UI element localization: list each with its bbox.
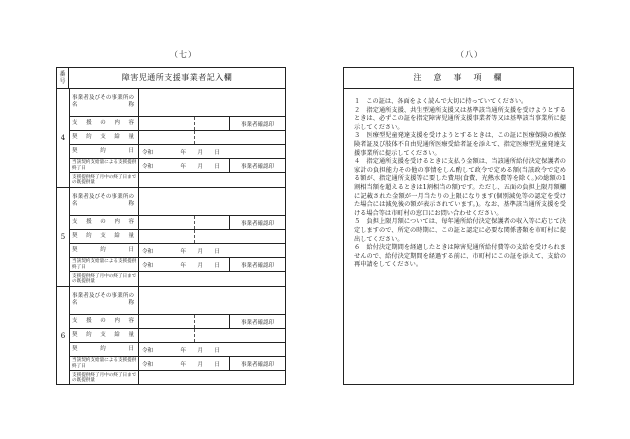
date-field[interactable] xyxy=(142,357,220,370)
field-label: 支援提供終了月中の終了日までの既提供量 xyxy=(69,272,139,286)
field-value[interactable] xyxy=(139,230,285,243)
row-content xyxy=(69,117,285,131)
date-year: 年 xyxy=(180,149,186,156)
field-label: 契約支給量 xyxy=(69,230,139,243)
entry-number: 6 xyxy=(57,286,70,385)
row-used-amount xyxy=(69,173,285,187)
field-value[interactable] xyxy=(139,117,285,130)
date-day: 日 xyxy=(214,347,220,354)
field-value[interactable] xyxy=(139,187,285,215)
date-era: 令和 xyxy=(142,248,154,255)
note-item: ４ 指定通所支援を受けるときに支払う金額は、当該通所給付決定保護者の家計の負担能力その他の事情をしん酌して政令で定める額(当該政令で定める額が、指定通所支援等に要した費用(食費、光熱水費等を除く。)の総額の1割相当額を超えるときは1割相当の額)です。ただし、五面の負担上限月額欄に記載された金額が一月当たりの上限になります(個別減免等の認定を受けた場合には減免後の額が表示されています。)。なお、基準該当通所支援を受ける場合等は市町村の窓口にお問い合わせください。 xyxy=(354,158,566,217)
dashed-divider xyxy=(194,131,195,144)
date-month: 月 xyxy=(197,347,203,354)
field-value[interactable] xyxy=(139,173,285,187)
date-era: 令和 xyxy=(142,163,154,170)
entry-block xyxy=(57,88,285,188)
field-value[interactable] xyxy=(139,244,285,257)
left-page-number: （七） xyxy=(170,50,197,59)
date-year: 年 xyxy=(180,347,186,354)
field-value[interactable] xyxy=(139,371,285,385)
entry-block xyxy=(57,286,285,385)
row-provider xyxy=(69,286,285,315)
row-used-amount xyxy=(69,371,285,385)
field-label: 支援の内容 xyxy=(69,315,139,328)
field-value[interactable] xyxy=(139,159,285,172)
entry-block xyxy=(57,187,285,287)
note-item: １ この証は、各面をよく読んで大切に持っていてください。 xyxy=(354,98,528,105)
field-value[interactable] xyxy=(139,145,285,158)
note-item: ５ 負担上限月額については、毎年通所給付決定保護者の収入等に応じて決定しますので、所定の時期に、この証と認定に必要な関係書類を市町村に提出してください。 xyxy=(354,218,566,243)
row-contract-date xyxy=(69,145,285,159)
field-value[interactable] xyxy=(139,357,285,370)
row-amount xyxy=(69,131,285,145)
date-day: 日 xyxy=(214,361,220,368)
row-end-date xyxy=(69,159,285,173)
field-label: 事業者及びその事業所の名称 xyxy=(69,286,139,314)
field-label: 契約支給量 xyxy=(69,329,139,342)
dashed-divider xyxy=(194,216,195,229)
date-year: 年 xyxy=(180,262,186,269)
date-day: 日 xyxy=(214,262,220,269)
note-item: ６ 給付決定期間を経過したときは障害児通所給付費等の支給を受けられませんので、給付決定期間を経過する前に、市町村にこの証を添えて、支給の再申請をしてください。 xyxy=(354,244,566,269)
field-label: 契約日 xyxy=(69,145,139,158)
right-page-number: （八） xyxy=(456,50,483,59)
note-item: ２ 指定通所支援、共生型通所支援又は基準該当通所支援を受けようとするときは、必ずこの証を指定障害児通所支援事業者等又は基準該当事業所に提示してください。 xyxy=(354,106,566,131)
field-value[interactable] xyxy=(139,315,285,328)
row-used-amount xyxy=(69,272,285,286)
date-day: 日 xyxy=(214,149,220,156)
provider-confirmation-stamp[interactable]: 事業者確認印 xyxy=(229,216,285,229)
field-label: 事業者及びその事業所の名称 xyxy=(69,187,139,215)
field-value[interactable] xyxy=(139,343,285,356)
notes-title: 注 意 事 項 欄 xyxy=(344,68,573,89)
date-era: 令和 xyxy=(142,149,154,156)
number-column-header: 番号 xyxy=(57,68,69,88)
provider-entry-table xyxy=(56,67,286,385)
field-label: 契約日 xyxy=(69,343,139,356)
row-end-date xyxy=(69,258,285,272)
field-value[interactable] xyxy=(139,272,285,286)
dashed-divider xyxy=(194,329,195,342)
row-provider xyxy=(69,187,285,216)
date-year: 年 xyxy=(180,248,186,255)
date-year: 年 xyxy=(180,361,186,368)
field-label: 当該契約支給量による支援提供終了日 xyxy=(69,258,139,271)
notes-table xyxy=(343,67,574,385)
field-label: 契約日 xyxy=(69,244,139,257)
row-contract-date xyxy=(69,244,285,258)
note-item: ３ 医療型児童発達支援を受けようとするときは、この証に医療保険の被保険者証及び肢体不自由児通所医療受給者証を添えて、指定医療型児童発達支援事業所に提示してください。 xyxy=(354,132,566,157)
provider-confirmation-stamp[interactable]: 事業者確認印 xyxy=(229,315,285,328)
provider-confirmation-stamp[interactable]: 事業者確認印 xyxy=(229,258,285,271)
field-label: 契約支給量 xyxy=(69,131,139,144)
field-value[interactable] xyxy=(139,216,285,229)
provider-confirmation-stamp[interactable]: 事業者確認印 xyxy=(229,357,285,370)
field-label: 事業者及びその事業所の名称 xyxy=(69,88,139,116)
date-era: 令和 xyxy=(142,347,154,354)
date-year: 年 xyxy=(180,163,186,170)
entry-number: 5 xyxy=(57,187,70,286)
field-value[interactable] xyxy=(139,131,285,144)
row-contract-date xyxy=(69,343,285,357)
dashed-divider xyxy=(194,315,195,328)
row-amount xyxy=(69,329,285,343)
field-label: 当該契約支給量による支援提供終了日 xyxy=(69,357,139,370)
field-label: 支援の内容 xyxy=(69,117,139,130)
field-label: 支援提供終了月中の終了日までの既提供量 xyxy=(69,173,139,187)
field-label: 当該契約支給量による支援提供終了日 xyxy=(69,159,139,172)
row-provider xyxy=(69,88,285,117)
row-content xyxy=(69,315,285,329)
provider-confirmation-stamp[interactable]: 事業者確認印 xyxy=(229,159,285,172)
entry-number: 4 xyxy=(57,88,70,187)
date-field[interactable] xyxy=(142,343,220,356)
date-day: 日 xyxy=(214,163,220,170)
date-month: 月 xyxy=(197,361,203,368)
field-value[interactable] xyxy=(139,286,285,314)
date-field[interactable] xyxy=(142,258,220,271)
row-end-date xyxy=(69,357,285,371)
provider-confirmation-stamp[interactable]: 事業者確認印 xyxy=(229,117,285,130)
field-label: 支援提供終了月中の終了日までの既提供量 xyxy=(69,371,139,385)
date-era: 令和 xyxy=(142,361,154,368)
row-content xyxy=(69,216,285,230)
field-value[interactable] xyxy=(139,88,285,116)
date-month: 月 xyxy=(197,149,203,156)
date-era: 令和 xyxy=(142,262,154,269)
notes-body xyxy=(354,98,566,270)
date-month: 月 xyxy=(197,248,203,255)
table-header xyxy=(57,68,285,89)
date-field[interactable] xyxy=(142,244,220,257)
dashed-divider xyxy=(194,117,195,130)
date-field[interactable] xyxy=(142,145,220,158)
table-title: 障害児通所支援事業者記入欄 xyxy=(121,73,233,82)
dashed-divider xyxy=(194,230,195,243)
field-label: 支援の内容 xyxy=(69,216,139,229)
field-value[interactable] xyxy=(139,329,285,342)
date-month: 月 xyxy=(197,163,203,170)
field-value[interactable] xyxy=(139,258,285,271)
date-month: 月 xyxy=(197,262,203,269)
date-day: 日 xyxy=(214,248,220,255)
row-amount xyxy=(69,230,285,244)
date-field[interactable] xyxy=(142,159,220,172)
